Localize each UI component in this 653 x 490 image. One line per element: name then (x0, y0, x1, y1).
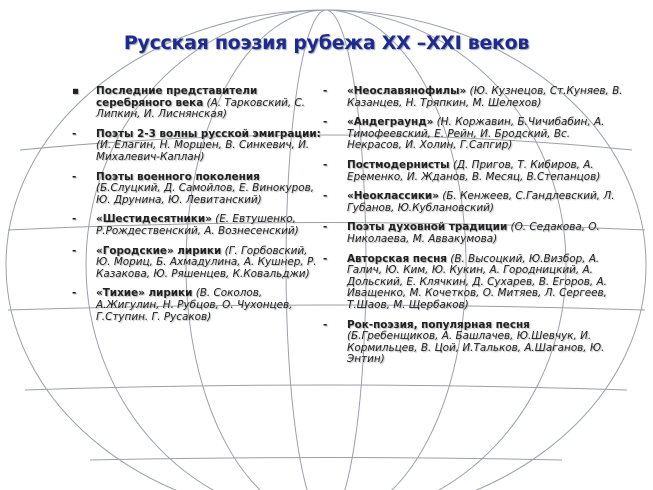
poet-names: (Н. Коржавин, Б.Чичибабин, А. Тимофеевский, Е. Рейн, И. Бродский, Вс. Некрасов, И. Холин, Г.Сапгир) (347, 116, 605, 152)
group-name: Рок-поэзия, популярная песня (347, 318, 530, 331)
bullet-marker: - (72, 213, 77, 226)
group-name: «Городские» лирики (96, 244, 222, 257)
group-name: «Неославянофилы» (347, 85, 467, 97)
list-item (323, 86, 623, 109)
list-item (72, 288, 322, 323)
bullet-marker: - (323, 85, 328, 97)
list-item (323, 117, 623, 152)
bullet-marker: - (323, 158, 328, 171)
list-item (72, 214, 322, 237)
list-item (72, 86, 322, 121)
list-item (72, 129, 322, 164)
list-item (323, 254, 623, 312)
poet-names: (Е. Евтушенко, Р.Рождественский, А. Вознесенский) (96, 213, 299, 237)
list-item (72, 246, 322, 281)
list-item (72, 172, 322, 207)
group-name: «Андеграунд» (347, 116, 434, 129)
poet-names: (В. Высоцкий, Ю.Визбор, А. Галич, Ю. Ким, Ю. Кукин, А. Городницкий, А. Дольский, Е. Клячкин, Д. Сухарев, В. Егоров, А. Иващенко, М. Кочетков, О. Митяев, Л. Сергеев, Т.Шаов, М. Щербаков) (347, 252, 607, 311)
bullet-marker: - (72, 170, 77, 183)
group-name: Поэты духовной традиции (347, 221, 508, 234)
poet-names: (Г. Горбовский, Ю. Мориц, Б. Ахмадулина, А. Кушнер, Р. Казакова, Ю. Ряшенцев, К.Ковальджи) (96, 244, 317, 280)
bullet-marker: ▪ (72, 85, 80, 97)
group-name: «Неоклассики» (347, 190, 439, 203)
bullet-marker: - (323, 252, 328, 265)
right-column (323, 86, 623, 374)
list-item (323, 222, 623, 245)
group-name: Авторская песня (347, 252, 447, 265)
bullet-marker: - (323, 116, 328, 129)
poet-names: (Б.Гребенщиков, А. Башлачев, Ю.Шевчук, И. Кормильцев, В. Цой, И.Тальков, А.Шаганов, Ю. Энтин) (347, 330, 605, 366)
bullet-marker: - (323, 318, 328, 331)
list-item (323, 320, 623, 366)
list-item (323, 191, 623, 214)
poet-names: (И. Елагин, Н. Моршен, В. Синкевич, И. Михалевич-Каплан) (96, 139, 310, 163)
group-name: Последние представители серебряного века (96, 85, 258, 109)
bullet-marker: - (323, 190, 328, 203)
poet-names: (В. Соколов, А.Жигулин, Н. Рубцов, О. Чухонцев, Г.Ступин. Г. Русаков) (96, 287, 293, 323)
poet-names: (О. Седакова, О. Николаева, М. Аввакумова) (347, 221, 600, 245)
bullet-marker: - (72, 244, 77, 257)
group-name: Поэты 2-3 волны русской эмиграции: (96, 127, 321, 140)
group-name: Постмодернисты (347, 158, 450, 171)
group-name: Поэты военного поколения (96, 170, 260, 183)
poet-names: (А. Тарковский, С. Липкин, И. Лиснянская) (96, 96, 306, 121)
poet-names: (Б. Кенжеев, С.Гандлевский, Л. Губанов, Ю.Кублановский) (347, 190, 615, 214)
bullet-marker: - (72, 287, 77, 300)
slide-title: Русская поэзия рубежа XX –XXI веков (123, 32, 530, 54)
left-column (72, 86, 322, 331)
poet-names: (Б.Слуцкий, Д. Самойлов, Е. Винокуров, Ю. Друнина, Ю. Левитанский) (96, 182, 315, 206)
group-name: «Шестидесятники» (96, 213, 212, 226)
list-item (323, 160, 623, 183)
bullet-marker: - (323, 221, 328, 234)
group-name: «Тихие» лирики (96, 287, 193, 300)
poet-names: (Д. Пригов, Т. Кибиров, А. Еременко, И. Жданов, В. Месяц, В.Степанцов) (347, 158, 601, 183)
bullet-marker: - (72, 127, 77, 140)
poet-names: (Ю. Кузнецов, Ст.Куняев, В. Казанцев, Н. Тряпкин, М. Шелехов) (347, 85, 623, 109)
